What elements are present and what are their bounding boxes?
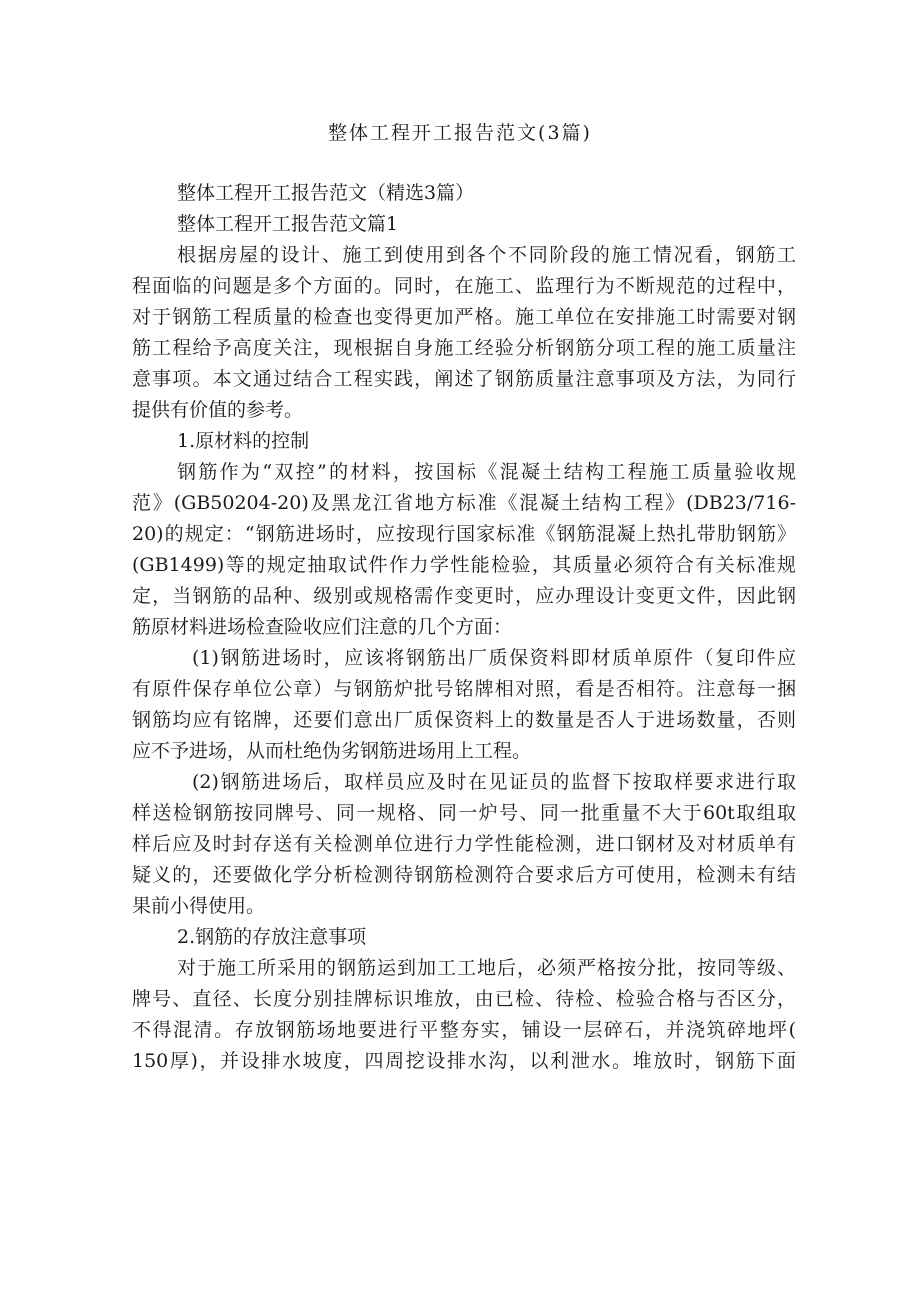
text-line: 范》(GB50204-20)及黑龙江省地方标准《混凝土结构工程》(DB23/716- xyxy=(132,492,796,514)
paragraph-storage xyxy=(132,953,796,1077)
text-line: 2.钢筋的存放注意事项 xyxy=(177,926,367,948)
section-heading-1 xyxy=(132,426,796,457)
text-line: 牌号、直径、长度分别挂牌标识堆放，由已检、待检、检验合格与否区分， xyxy=(132,988,796,1010)
paragraph-item-2 xyxy=(132,767,796,922)
text-line: 不得混清。存放钢筋场地要进行平整夯实，铺设一层碎石，并浇筑碎地坪( xyxy=(132,1019,796,1041)
text-line: 筋工程给予高度关注，现根据自身施工经验分析钢筋分项工程的施工质量注 xyxy=(132,337,796,359)
text-line: (2)钢筋进场后，取样员应及时在见证员的监督下按取样要求进行取 xyxy=(192,771,796,793)
text-line: 对于钢筋工程质量的检查也变得更加严格。施工单位在安排施工时需要对钢 xyxy=(132,306,796,328)
text-line: 样送检钢筋按同牌号、同一规格、同一炉号、同一批重量不大于60t取组取 xyxy=(132,802,796,824)
text-line: (1)钢筋进场时，应该将钢筋出厂质保资料即材质单原件（复印件应 xyxy=(192,647,796,669)
text-line: 程面临的问题是多个方面的。同时，在施工、监理行为不断规范的过程中， xyxy=(132,275,796,297)
section-heading-2 xyxy=(132,922,796,953)
section-heading: 整体工程开工报告范文（精选3篇） xyxy=(177,182,475,204)
text-line: (GB1499)等的规定抽取试件作力学性能检验，其质量必须符合有关标准规 xyxy=(132,554,796,576)
text-line: 提供有价值的参考。 xyxy=(132,399,304,421)
text-line: 果前小得使用。 xyxy=(132,895,266,917)
paragraph-intro xyxy=(132,240,796,426)
paragraph-standards xyxy=(132,457,796,643)
text-line: 疑义的，还要做化学分析检测待钢筋检测符合要求后方可使用，检测未有结 xyxy=(132,864,796,886)
document-title: 整体工程开工报告范文(3篇) xyxy=(328,122,592,144)
article-subheading: 整体工程开工报告范文篇1 xyxy=(177,213,399,235)
text-line: 有原件保存单位公章）与钢筋炉批号铭牌相对照，看是否相符。注意每一捆 xyxy=(132,678,796,700)
text-line: 钢筋均应有铭牌，还要们意出厂质保资料上的数量是否人于进场数量，否则 xyxy=(132,709,796,731)
text-line: 150厚)，并设排水坡度，四周挖设排水沟，以利泄水。堆放时，钢筋下面 xyxy=(132,1050,796,1072)
document-body xyxy=(132,178,796,1077)
text-line: 对于施工所采用的钢筋运到加工工地后，必须严格按分批，按同等级、 xyxy=(177,957,796,979)
text-line: 20)的规定：“钢筋进场时，应按现行国家标准《钢筋混凝上热扎带肋钢筋》 xyxy=(132,523,796,545)
paragraph-item-1 xyxy=(132,643,796,767)
text-line: 样后应及时封存送有关检测单位进行力学性能检测，进口钢材及对材质单有 xyxy=(132,833,796,855)
text-line: 定，当钢筋的品种、级别或规格需作变更时，应办理设计变更文件，因此钢 xyxy=(132,585,796,607)
text-line: 根据房屋的设计、施工到使用到各个不同阶段的施工情况看，钢筋工 xyxy=(177,244,796,266)
text-line: 1.原材料的控制 xyxy=(177,430,310,452)
text-line: 筋原材料进场检查险收应们注意的几个方面： xyxy=(132,616,513,638)
text-line: 应不予进场，从而杜绝伪劣钢筋进场用上工程。 xyxy=(132,740,532,762)
text-line: 意事项。本文通过结合工程实践，阐述了钢筋质量注意事项及方法，为同行 xyxy=(132,368,796,390)
text-line: 钢筋作为“双控”的材料，按国标《混凝土结构工程施工质量验收规 xyxy=(177,461,796,483)
